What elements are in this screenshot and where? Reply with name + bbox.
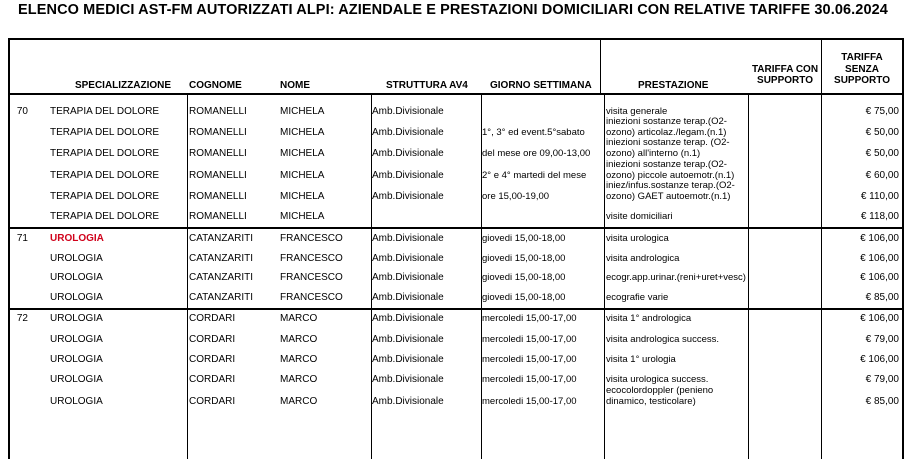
cognome-cell: ROMANELLI	[189, 106, 247, 117]
prestazione-cell-line2: ozono) piccole autoemotr.(n.1)	[606, 170, 735, 181]
struttura-cell: Amb.Divisionale	[372, 396, 444, 407]
nome-cell: MARCO	[280, 374, 318, 385]
specializzazione-cell: UROLOGIA	[50, 374, 103, 385]
giorno-cell: 1°, 3° ed event.5°sabato	[482, 127, 585, 138]
nome-cell: MICHELA	[280, 148, 325, 159]
giorno-cell: del mese ore 09,00-13,00	[482, 148, 591, 159]
giorno-cell: mercoledi 15,00-17,00	[482, 313, 577, 324]
prestazione-cell: visita 1° urologia	[606, 354, 676, 365]
giorno-cell: 2° e 4° martedi del mese	[482, 170, 587, 181]
nome-cell: MICHELA	[280, 127, 325, 138]
tariffa-cell: € 79,00	[865, 374, 899, 385]
nome-cell: MICHELA	[280, 170, 325, 181]
tariffa-cell: € 106,00	[860, 354, 899, 365]
cognome-cell: ROMANELLI	[189, 170, 247, 181]
cognome-cell: ROMANELLI	[189, 211, 247, 222]
group-separator	[8, 308, 904, 310]
prestazione-cell: iniez/infus.sostanze terap.(O2-	[606, 180, 735, 191]
row-number: 71	[16, 233, 28, 244]
table-left-border	[8, 38, 10, 459]
header-divider-struttura	[600, 38, 601, 94]
struttura-cell: Amb.Divisionale	[372, 354, 444, 365]
cognome-cell: ROMANELLI	[189, 148, 247, 159]
header-cognome: COGNOME	[189, 80, 242, 91]
table-right-border	[902, 38, 904, 459]
page-title: ELENCO MEDICI AST-FM AUTORIZZATI ALPI: AZIENDALE E PRESTAZIONI DOMICILIARI CON RELATIVE TARIFFE 30.06.2024	[18, 2, 888, 18]
specializzazione-cell: UROLOGIA	[50, 396, 103, 407]
header-tariffa-con-1: TARIFFA CON	[751, 64, 819, 75]
cognome-cell: CORDARI	[189, 313, 236, 324]
giorno-cell: mercoledi 15,00-17,00	[482, 396, 577, 407]
group-separator	[8, 227, 904, 229]
struttura-cell: Amb.Divisionale	[372, 313, 444, 324]
cognome-cell: CORDARI	[189, 396, 236, 407]
cognome-cell: ROMANELLI	[189, 127, 247, 138]
header-bottom-border	[8, 93, 904, 95]
specializzazione-cell: TERAPIA DEL DOLORE	[50, 106, 160, 117]
header-nome: NOME	[280, 80, 310, 91]
prestazione-cell-line2: ozono) articolaz./legam.(n.1)	[606, 127, 727, 138]
struttura-cell: Amb.Divisionale	[372, 292, 444, 303]
header-giorno: GIORNO SETTIMANA	[490, 80, 592, 91]
header-struttura: STRUTTURA AV4	[386, 80, 468, 91]
giorno-cell: giovedi 15,00-18,00	[482, 233, 566, 244]
struttura-cell: Amb.Divisionale	[372, 106, 444, 117]
header-tariffa-senza-3: SUPPORTO	[834, 75, 890, 86]
tariffa-cell: € 60,00	[865, 170, 899, 181]
struttura-cell: Amb.Divisionale	[372, 334, 444, 345]
header-tariffa-con-2: SUPPORTO	[757, 75, 813, 86]
prestazione-cell: iniezioni sostanze terap.(O2-	[606, 159, 727, 170]
tariffa-cell: € 85,00	[865, 292, 899, 303]
prestazione-cell: visita andrologica success.	[606, 334, 719, 345]
giorno-cell: ore 15,00-19,00	[482, 191, 550, 202]
row-number: 70	[16, 106, 28, 117]
giorno-cell: giovedi 15,00-18,00	[482, 292, 566, 303]
nome-cell: MARCO	[280, 354, 318, 365]
struttura-cell: Amb.Divisionale	[372, 127, 444, 138]
tariffa-cell: € 118,00	[860, 211, 899, 222]
tariffa-cell: € 106,00	[860, 313, 899, 324]
prestazione-cell: iniezioni sostanze terap. (O2-	[606, 137, 730, 148]
cognome-cell: CATANZARITI	[189, 253, 254, 264]
table-top-border	[8, 38, 904, 40]
cognome-cell: CORDARI	[189, 334, 236, 345]
tariffa-cell: € 106,00	[860, 233, 899, 244]
specializzazione-cell: TERAPIA DEL DOLORE	[50, 127, 160, 138]
prestazione-cell: visita 1° andrologica	[606, 313, 692, 324]
nome-cell: MARCO	[280, 334, 318, 345]
tariffa-cell: € 106,00	[860, 272, 899, 283]
specializzazione-cell: TERAPIA DEL DOLORE	[50, 148, 160, 159]
cognome-cell: ROMANELLI	[189, 191, 247, 202]
nome-cell: FRANCESCO	[280, 292, 343, 303]
specializzazione-cell: UROLOGIA	[50, 272, 103, 283]
tariff-table	[8, 38, 904, 459]
header-tariffa-senza-1: TARIFFA	[841, 52, 883, 63]
specializzazione-cell: UROLOGIA	[50, 233, 104, 244]
prestazione-cell-line2: dinamico, testicolare)	[606, 396, 696, 407]
specializzazione-cell: TERAPIA DEL DOLORE	[50, 191, 160, 202]
tariffa-cell: € 110,00	[860, 191, 899, 202]
struttura-cell: Amb.Divisionale	[372, 170, 444, 181]
specializzazione-cell: TERAPIA DEL DOLORE	[50, 211, 160, 222]
giorno-cell: giovedi 15,00-18,00	[482, 272, 566, 283]
row-number: 72	[16, 313, 28, 324]
specializzazione-cell: UROLOGIA	[50, 253, 103, 264]
cognome-cell: CORDARI	[189, 354, 236, 365]
cognome-cell: CATANZARITI	[189, 272, 254, 283]
struttura-cell: Amb.Divisionale	[372, 191, 444, 202]
nome-cell: FRANCESCO	[280, 253, 343, 264]
prestazione-cell: iniezioni sostanze terap.(O2-	[606, 116, 727, 127]
prestazione-cell: visita urologica	[606, 233, 669, 244]
specializzazione-cell: UROLOGIA	[50, 354, 103, 365]
specializzazione-cell: UROLOGIA	[50, 292, 103, 303]
prestazione-cell: ecografie varie	[606, 292, 669, 303]
nome-cell: MARCO	[280, 396, 318, 407]
nome-cell: MICHELA	[280, 191, 325, 202]
nome-cell: MICHELA	[280, 106, 325, 117]
tariffa-cell: € 85,00	[865, 396, 899, 407]
struttura-cell: Amb.Divisionale	[372, 272, 444, 283]
specializzazione-cell: TERAPIA DEL DOLORE	[50, 170, 160, 181]
tariffa-cell: € 50,00	[865, 127, 899, 138]
giorno-cell: mercoledi 15,00-17,00	[482, 334, 577, 345]
prestazione-cell: visita andrologica	[606, 253, 680, 264]
col-line-cognome	[187, 94, 188, 459]
tariffa-cell: € 75,00	[865, 106, 899, 117]
giorno-cell: mercoledi 15,00-17,00	[482, 374, 577, 385]
specializzazione-cell: UROLOGIA	[50, 334, 103, 345]
header-specializzazione: SPECIALIZZAZIONE	[74, 80, 172, 91]
prestazione-cell-line2: ozono) GAET autoemotr.(n.1)	[606, 191, 731, 202]
giorno-cell: giovedi 15,00-18,00	[482, 253, 566, 264]
prestazione-cell: ecogr.app.urinar.(reni+uret+vesc)	[606, 272, 746, 283]
nome-cell: MICHELA	[280, 211, 325, 222]
tariffa-cell: € 50,00	[865, 148, 899, 159]
cognome-cell: CATANZARITI	[189, 233, 254, 244]
nome-cell: MARCO	[280, 313, 318, 324]
nome-cell: FRANCESCO	[280, 272, 343, 283]
col-line-prestazione	[604, 94, 605, 459]
prestazione-cell-line2: ozono) all'interno (n.1)	[606, 148, 701, 159]
prestazione-cell: visita urologica success.	[606, 374, 709, 385]
giorno-cell: mercoledi 15,00-17,00	[482, 354, 577, 365]
col-line-tariffa-senza	[821, 94, 822, 459]
prestazione-cell: ecocolordoppler (penieno	[606, 385, 714, 396]
cognome-cell: CATANZARITI	[189, 292, 254, 303]
struttura-cell: Amb.Divisionale	[372, 253, 444, 264]
tariffa-cell: € 106,00	[860, 253, 899, 264]
struttura-cell: Amb.Divisionale	[372, 233, 444, 244]
struttura-cell: Amb.Divisionale	[372, 374, 444, 385]
nome-cell: FRANCESCO	[280, 233, 343, 244]
tariffa-cell: € 79,00	[865, 334, 899, 345]
struttura-cell: Amb.Divisionale	[372, 148, 444, 159]
prestazione-cell: visite domiciliari	[606, 211, 673, 222]
cognome-cell: CORDARI	[189, 374, 236, 385]
header-tariffa-senza-2: SENZA	[845, 64, 879, 75]
header-prestazione: PRESTAZIONE	[638, 80, 709, 91]
specializzazione-cell: UROLOGIA	[50, 313, 103, 324]
col-line-tariffa-con	[748, 94, 749, 459]
prestazione-cell: visita generale	[606, 106, 668, 117]
